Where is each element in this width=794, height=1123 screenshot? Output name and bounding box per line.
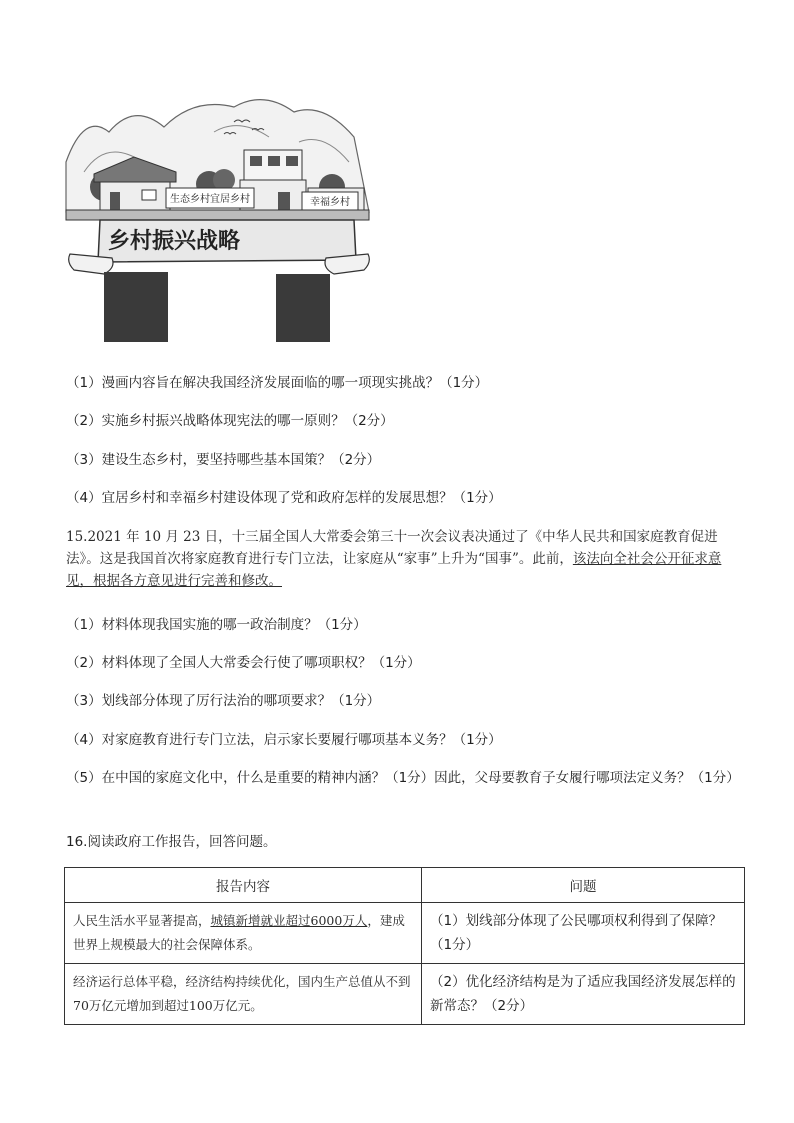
- row-1-content-pre: 人民生活水平显著提高，: [73, 913, 211, 928]
- q16-title: 16.阅读政府工作报告，回答问题。: [66, 834, 277, 850]
- row-1-content-underlined: 城镇新增就业超过6000万人: [210, 913, 368, 928]
- row-1-content: [65, 903, 422, 964]
- q15-paragraph: [66, 526, 726, 592]
- header-report-content: 报告内容: [65, 868, 422, 903]
- q15-underlined: 该法向全社会公开征求意见，根据各方意见进行完善和修改。: [66, 551, 722, 589]
- sign-left-text: 生态乡村宜居乡村: [170, 194, 250, 205]
- rural-revitalization-cartoon: [64, 92, 374, 344]
- banner-text: 乡村振兴战略: [107, 229, 241, 254]
- q15-item-1: （1）材料体现我国实施的哪一政治制度？（1分）: [66, 617, 367, 633]
- table-row: [65, 964, 745, 1025]
- q15-item-4: （4）对家庭教育进行专门立法，启示家长要履行哪项基本义务？（1分）: [66, 732, 502, 748]
- row-1-content-post: ，建成世界上规模最大的社会保障体系。: [73, 913, 405, 952]
- q14-item-1: （1）漫画内容旨在解决我国经济发展面临的哪一项现实挑战？（1分）: [66, 375, 489, 391]
- row-2-question: （2）优化经济结构是为了适应我国经济发展怎样的新常态？（2分）: [422, 964, 745, 1025]
- q15-intro: 15.2021 年 10 月 23 日，十三届全国人大常委会第三十一次会议表决通过了《中华人民共和国家庭教育促进法》。这是我国首次将家庭教育进行专门立法，让家庭从“家事”上升为“国事”。此前，: [66, 529, 718, 567]
- table-header-row: [65, 868, 745, 903]
- q15-item-3: （3）划线部分体现了厉行法治的哪项要求？（1分）: [66, 693, 381, 709]
- report-table: [64, 867, 745, 1025]
- row-2-content: [65, 964, 422, 1025]
- q14-item-3: （3）建设生态乡村，要坚持哪些基本国策？（2分）: [66, 452, 381, 468]
- row-1-question: （1）划线部分体现了公民哪项权利得到了保障？（1分）: [422, 903, 745, 964]
- table-row: [65, 903, 745, 964]
- q14-item-4: （4）宜居乡村和幸福乡村建设体现了党和政府怎样的发展思想？（1分）: [66, 490, 502, 506]
- header-question: 问题: [422, 868, 745, 903]
- q14-item-2: （2）实施乡村振兴战略体现宪法的哪一原则？（2分）: [66, 413, 394, 429]
- sign-right-text: 幸福乡村: [310, 197, 350, 208]
- q15-item-2: （2）材料体现了全国人大常委会行使了哪项职权？（1分）: [66, 655, 421, 671]
- row-2-content-pre: 经济运行总体平稳，经济结构持续优化，国内生产总值从不到70万亿元增加到超过100万亿元。: [73, 974, 411, 1013]
- q15-item-5: （5）在中国的家庭文化中，什么是重要的精神内涵？（1分）因此，父母要教育子女履行哪项法定义务？（1分）: [66, 770, 740, 786]
